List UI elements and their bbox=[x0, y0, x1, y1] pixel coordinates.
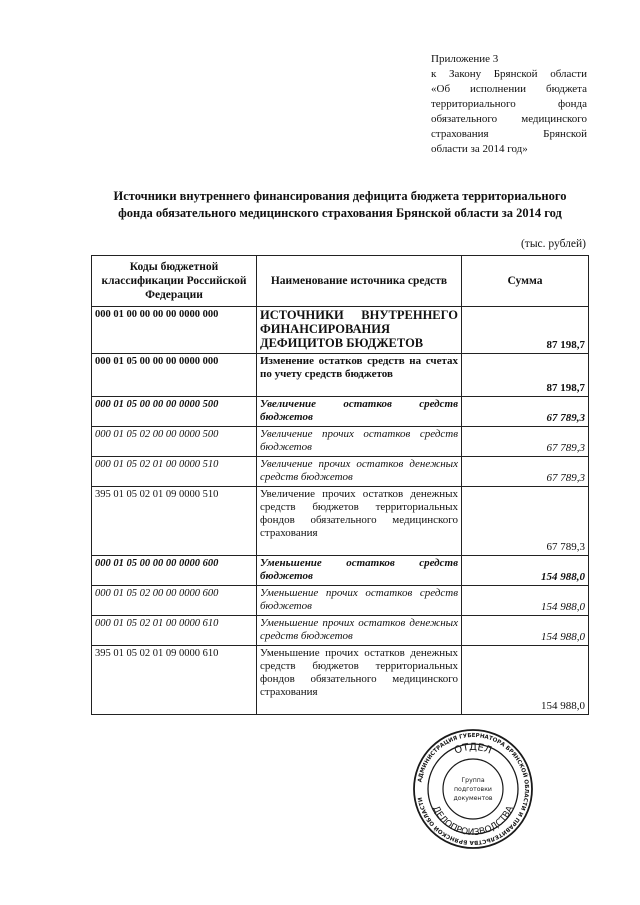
financing-table bbox=[91, 255, 589, 715]
table-row bbox=[92, 427, 589, 457]
header-code: Коды бюджетной классификации Российской Федерации bbox=[92, 256, 257, 307]
table-row bbox=[92, 397, 589, 427]
appendix-line: страхования Брянской bbox=[431, 128, 587, 140]
row-sum: 87 198,7 bbox=[462, 354, 589, 397]
row-sum: 154 988,0 bbox=[462, 616, 589, 646]
table-header-row bbox=[92, 256, 589, 307]
row-sum: 154 988,0 bbox=[462, 556, 589, 586]
document-title bbox=[80, 188, 600, 222]
row-sum: 67 789,3 bbox=[462, 427, 589, 457]
appendix-line: обязательного медицинского bbox=[431, 113, 587, 125]
table-row bbox=[92, 556, 589, 586]
units-label: (тыс. рублей) bbox=[520, 238, 586, 250]
official-stamp bbox=[412, 728, 534, 850]
stamp-inner-line: подготовки bbox=[454, 786, 492, 793]
row-code: 000 01 05 00 00 00 0000 500 bbox=[92, 397, 257, 427]
stamp-middle-top: ОТДЕЛ bbox=[452, 741, 494, 757]
table-row bbox=[92, 586, 589, 616]
row-code: 000 01 05 00 00 00 0000 000 bbox=[92, 354, 257, 397]
row-code: 395 01 05 02 01 09 0000 510 bbox=[92, 487, 257, 556]
row-sum: 67 789,3 bbox=[462, 457, 589, 487]
stamp-inner-line: документов bbox=[453, 795, 493, 802]
header-sum: Сумма bbox=[462, 256, 589, 307]
row-name: Уменьшение прочих остатков денежных средств бюджетов bbox=[257, 616, 462, 646]
row-code: 395 01 05 02 01 09 0000 610 bbox=[92, 646, 257, 715]
row-sum: 154 988,0 bbox=[462, 586, 589, 616]
table-row bbox=[92, 616, 589, 646]
header-name: Наименование источника средств bbox=[257, 256, 462, 307]
row-name: Увеличение прочих остатков денежных средств бюджетов bbox=[257, 457, 462, 487]
row-name: Увеличение прочих остатков средств бюджетов bbox=[257, 427, 462, 457]
table-row bbox=[92, 354, 589, 397]
row-code: 000 01 05 00 00 00 0000 600 bbox=[92, 556, 257, 586]
table-row bbox=[92, 307, 589, 354]
row-code: 000 01 05 02 00 00 0000 600 bbox=[92, 586, 257, 616]
appendix-note bbox=[431, 52, 587, 157]
row-sum: 67 789,3 bbox=[462, 487, 589, 556]
table-row bbox=[92, 457, 589, 487]
title-line-1: Источники внутреннего финансирования дефицита бюджета территориального bbox=[113, 189, 567, 203]
row-code: 000 01 00 00 00 00 0000 000 bbox=[92, 307, 257, 354]
row-name: Уменьшение остатков средств бюджетов bbox=[257, 556, 462, 586]
row-name: Увеличение остатков средств бюджетов bbox=[257, 397, 462, 427]
stamp-inner-line: Группа bbox=[461, 777, 485, 784]
row-sum: 67 789,3 bbox=[462, 397, 589, 427]
title-line-2: фонда обязательного медицинского страхования Брянской области за 2014 год bbox=[118, 206, 562, 220]
appendix-line: территориального фонда bbox=[431, 98, 587, 110]
appendix-line: Приложение 3 bbox=[431, 53, 499, 65]
row-name: Уменьшение прочих остатков денежных средств бюджетов территориальных фондов обязательного медицинского страхования bbox=[257, 646, 462, 715]
row-name: Уменьшение прочих остатков средств бюджетов bbox=[257, 586, 462, 616]
row-sum: 87 198,7 bbox=[462, 307, 589, 354]
appendix-line: к Закону Брянской области bbox=[431, 68, 587, 80]
appendix-line: области за 2014 год» bbox=[431, 143, 528, 155]
table-row bbox=[92, 646, 589, 715]
row-code: 000 01 05 02 01 00 0000 610 bbox=[92, 616, 257, 646]
row-name: ИСТОЧНИКИ ВНУТРЕННЕГО ФИНАНСИРОВАНИЯ ДЕФИЦИТОВ БЮДЖЕТОВ bbox=[257, 307, 462, 354]
stamp-middle-bottom: ДЕЛОПРОИЗВОДСТВА bbox=[430, 804, 516, 839]
row-name: Изменение остатков средств на счетах по учету средств бюджетов bbox=[257, 354, 462, 397]
row-sum: 154 988,0 bbox=[462, 646, 589, 715]
stamp-outer-text: АДМИНИСТРАЦИЯ ГУБЕРНАТОРА БРЯНСКОЙ ОБЛАСТИ И ПРАВИТЕЛЬСТВА БРЯНСКОЙ ОБЛАСТИ bbox=[417, 732, 530, 846]
row-name: Увеличение прочих остатков денежных средств бюджетов территориальных фондов обязательного медицинского страхования bbox=[257, 487, 462, 556]
row-code: 000 01 05 02 01 00 0000 510 bbox=[92, 457, 257, 487]
row-code: 000 01 05 02 00 00 0000 500 bbox=[92, 427, 257, 457]
appendix-line: «Об исполнении бюджета bbox=[431, 83, 587, 95]
table-row bbox=[92, 487, 589, 556]
